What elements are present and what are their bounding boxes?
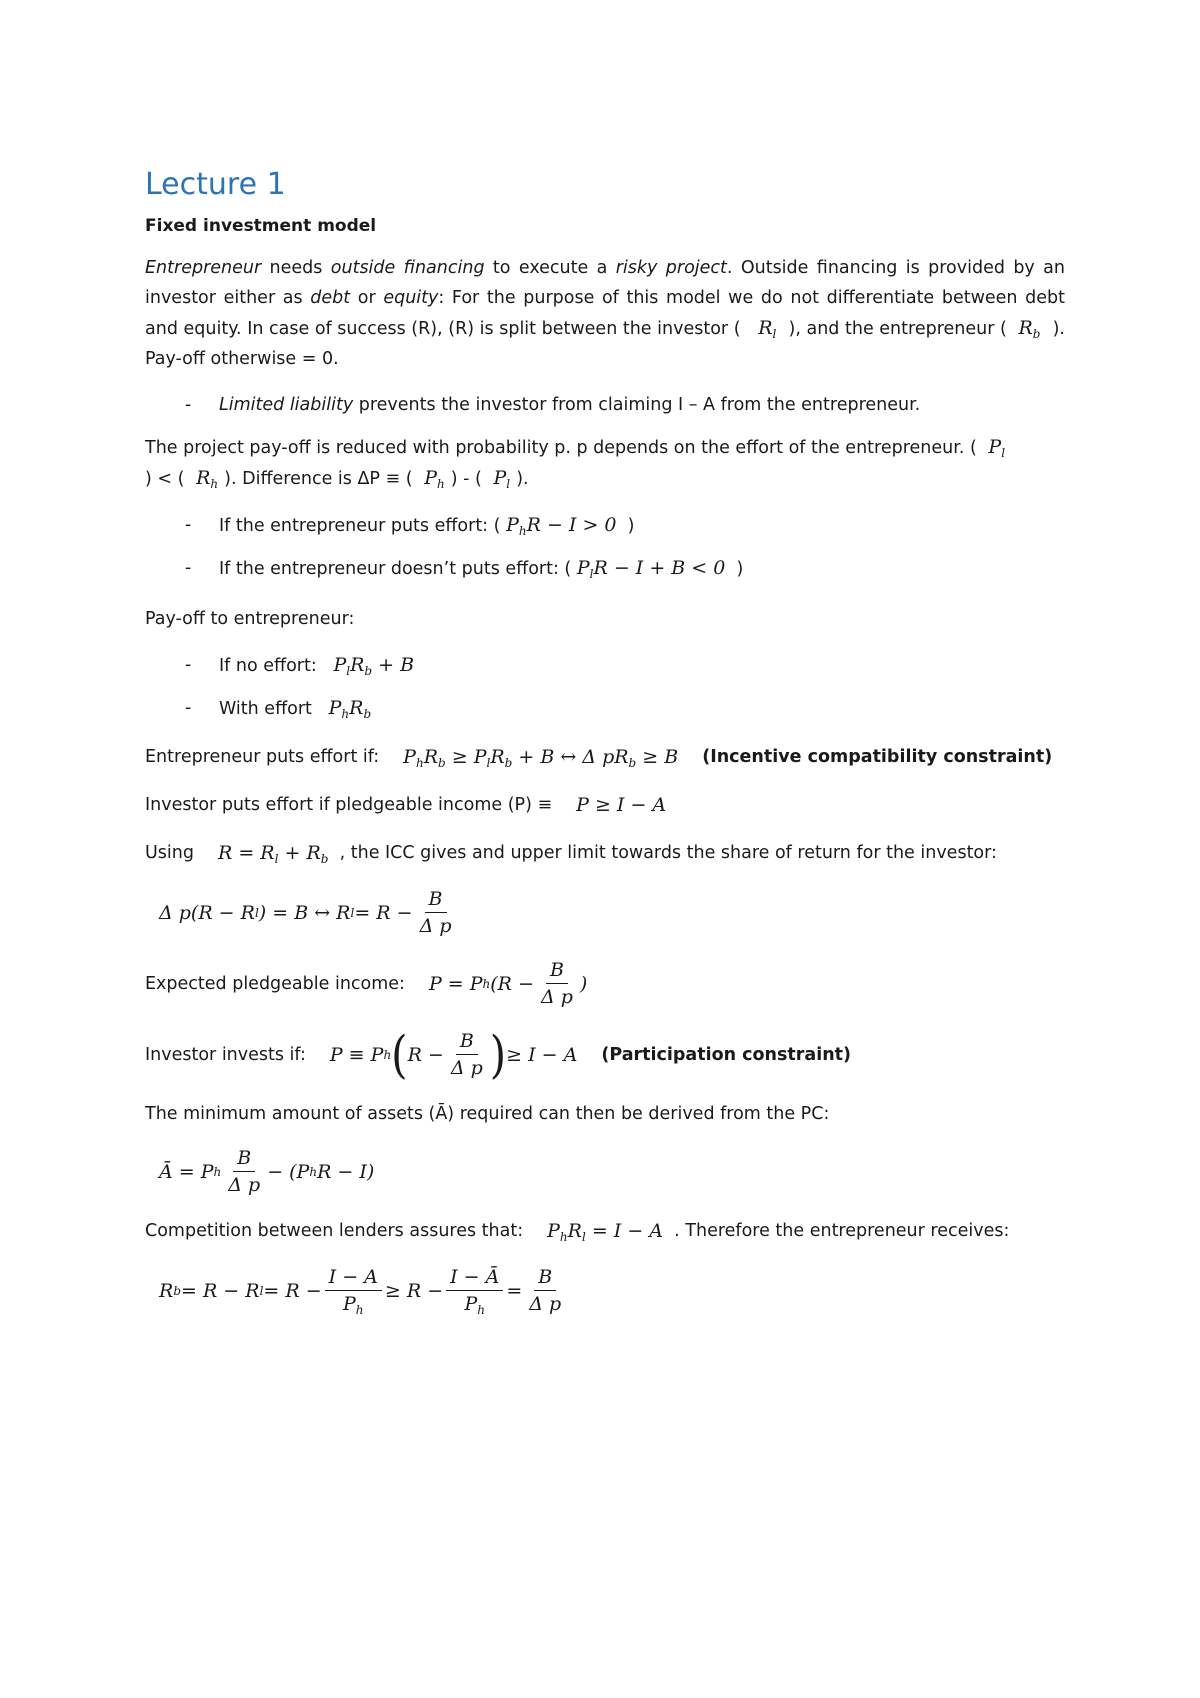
bullet-dash: - [185,515,192,535]
intro-text: needs [261,258,331,278]
math-no-effort: $P_lR - I + B < 0$ [576,557,726,581]
participation-label: (Participation constraint) [601,1044,852,1065]
math-pledgeable: P ≥ I − A [576,794,667,816]
icc-text: Entrepreneur puts effort if: [145,747,380,767]
expected-row [145,957,1065,1010]
investor-effort-row [145,790,1065,820]
icc-row [145,742,1065,772]
intro-text: debt [310,288,351,308]
list-item [145,553,1065,584]
project-text: The project pay-off is reduced with probability p. p depends on the effort of the entrepreneur. ( [145,438,977,458]
math-r-l: $R_l$ [746,317,777,341]
intro-text: equity [383,288,439,308]
bullet-text [219,390,920,420]
competition-text: . Therefore the entrepreneur receives: [674,1221,1010,1241]
equation-entrepreneur-receives: R b = R − R l = R − $\frac{I - A}{P_h}$ ≥ R − $\frac{I - Ā}{P_h}$ = $\frac{B}{\text{Δ p}}$ [159,1264,1065,1317]
math-expected: P = P h (R − $\frac{B}{\text{Δ p}}$ ) [428,959,588,1008]
bullet-dash: - [185,558,192,578]
limited-liability-term: Limited liability [219,395,354,415]
using-text: Using [145,843,194,863]
intro-text: : For the purpose of this model we do not differentiate between debt and equity. In case of success (R), (R) is split between the investor ( [145,288,1065,339]
math-p-l: $P_l$ [487,467,511,491]
intro-text: ), and the entrepreneur ( [788,319,1007,339]
effort-text: If the entrepreneur puts effort: ( [219,516,501,536]
bullet-text [219,553,743,584]
investor-effort-text: Investor puts effort if pledgeable income (P) ≡ [145,795,553,815]
bullet-text [219,693,371,724]
fraction: $\frac{B}{\text{Δ p}}$ [450,1030,483,1079]
intro-text: . Outside financing is provided by an investor either as [145,258,1065,308]
intro-text: ). Pay-off otherwise = 0. [145,319,1065,369]
math-p-h: $P_h$ [418,467,445,491]
expected-text: Expected pledgeable income: [145,973,405,994]
math-payoff-no-effort: $P_lR_b + B$ [333,654,415,678]
bullet-dash: - [185,395,192,415]
minimum-text: The minimum amount of assets (Ā) required can then be derived from the PC: [145,1104,830,1124]
page-title: Lecture 1 [145,167,286,202]
project-text: ). Difference is ΔP ≡ ( [224,469,413,489]
document-page [145,165,1065,1335]
bullet-dash: - [185,655,192,675]
math-competition: $P_hR_l = I - A$ [547,1220,664,1244]
intro-text: to execute a [484,258,616,278]
fraction: $\frac{I - A}{P_h}$ [325,1264,382,1317]
equation-minimum-assets: Ā = P h $\frac{B}{\text{Δ p}}$ − (P h R − I) [159,1147,375,1196]
fraction: $\frac{B}{\text{Δ p}}$ [540,959,573,1008]
fraction: $\frac{B}{\text{Δ p}}$ [529,1266,562,1315]
payoff-title: Pay-off to entrepreneur: [145,609,355,629]
project-text: ) - ( [450,469,482,489]
list-item [145,650,1065,681]
no-effort-label: If no effort: [219,656,317,676]
competition-row [145,1216,1065,1246]
equation-upper-limit: Δ p(R − R l ) = B ↔ R l = R − $\frac{B}{\text{Δ p}}$ [159,886,1065,939]
bullet-dash: - [185,698,192,718]
no-effort-text: If the entrepreneur doesn’t puts effort: ( [219,559,572,579]
bullet-text [219,650,414,681]
using-text: , the ICC gives and upper limit towards the share of return for the investor: [339,843,997,863]
list-item [145,510,1065,541]
math-participation: P ≡ P h ( R − $\frac{B}{\text{Δ p}}$ ) ≥ I − A [329,1024,578,1084]
fraction: $\frac{I - Ā}{P_h}$ [446,1264,503,1317]
project-paragraph [145,432,1065,494]
list-item [145,390,1065,420]
intro-paragraph [145,253,1065,374]
math-r-h: $R_h$ [190,467,219,491]
using-row [145,838,1065,868]
competition-text: Competition between lenders assures that: [145,1221,524,1241]
invests-row [145,1024,1065,1084]
effort-close: ) [627,516,635,536]
section-title: Fixed investment model [145,216,377,236]
no-effort-close: ) [736,559,744,579]
bullet-text [219,510,634,541]
fraction: $\frac{B}{\text{Δ p}}$ [228,1147,261,1196]
fraction: $\frac{B}{\text{Δ p}}$ [419,888,452,937]
list-item [145,693,1065,724]
math-effort: $P_hR - I > 0$ [506,514,617,538]
invests-text: Investor invests if: [145,1044,306,1065]
project-text: ). [516,469,529,489]
icc-label: (Incentive compatibility constraint) [702,747,1053,767]
with-effort-label: With effort [219,699,312,719]
intro-text: outside financing [330,258,485,278]
math-p-l: $P_l$ [982,436,1006,460]
intro-text: risky project [615,258,727,278]
intro-text: Entrepreneur [145,258,262,278]
math-icc: $P_hR_b \ge P_lR_b + B$ ↔ Δ $pR_b \ge B$ [403,746,679,770]
math-r-sum: $R = R_l + R_b$ [218,842,329,866]
project-text: ) < ( [145,469,185,489]
math-r-b: $R_b$ [1012,317,1041,341]
limited-liability-text: prevents the investor from claiming I – A from the entrepreneur. [353,395,921,415]
intro-text: or [350,288,384,308]
math-payoff-effort: $P_hR_b$ [328,697,372,721]
